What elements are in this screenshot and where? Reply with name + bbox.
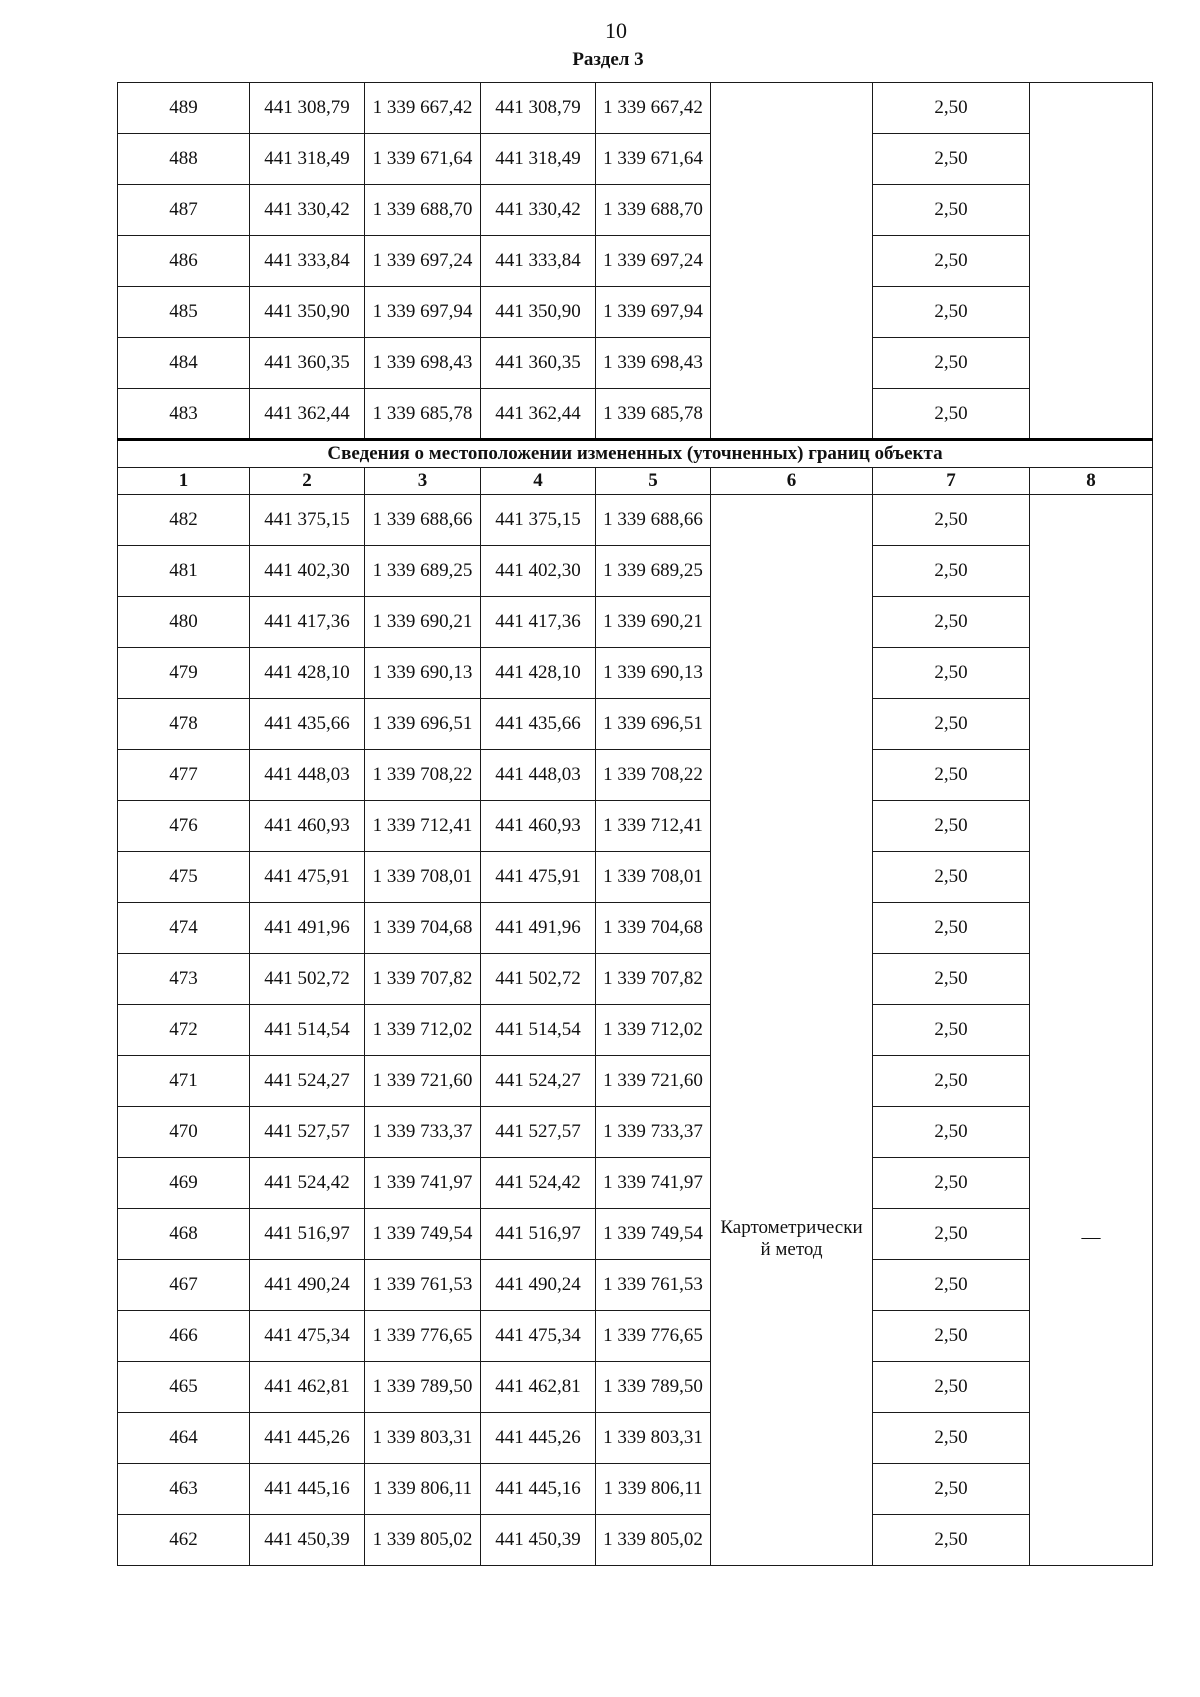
cell-col-4: 441 333,84: [481, 236, 596, 287]
cell-col-4: 441 445,26: [481, 1413, 596, 1464]
cell-col-2: 441 318,49: [250, 134, 365, 185]
cell-col-2: 441 490,24: [250, 1260, 365, 1311]
cell-col-5: 1 339 698,43: [596, 338, 711, 389]
cell-col-1: 489: [118, 83, 250, 134]
cell-col-7: 2,50: [873, 1209, 1030, 1260]
table-row: [118, 83, 1153, 134]
cell-col-7: 2,50: [873, 699, 1030, 750]
table-row: [118, 699, 1153, 750]
cell-col-1: 473: [118, 954, 250, 1005]
cell-col-7: 2,50: [873, 1158, 1030, 1209]
table-row: [118, 1107, 1153, 1158]
cell-col-7: 2,50: [873, 954, 1030, 1005]
cell-col-7: 2,50: [873, 495, 1030, 546]
table-row: [118, 1311, 1153, 1362]
column-number-1: 1: [118, 468, 250, 495]
table-row: [118, 236, 1153, 287]
cell-col-4: 441 516,97: [481, 1209, 596, 1260]
cell-col-2: 441 333,84: [250, 236, 365, 287]
cell-col-1: 484: [118, 338, 250, 389]
table-block-1: [118, 83, 1153, 440]
cell-col-1: 486: [118, 236, 250, 287]
cell-col-5: 1 339 708,01: [596, 852, 711, 903]
cell-col-3: 1 339 721,60: [365, 1056, 481, 1107]
cell-col-4: 441 450,39: [481, 1515, 596, 1566]
cell-col-2: 441 445,16: [250, 1464, 365, 1515]
cell-col-4: 441 435,66: [481, 699, 596, 750]
cell-col-5: 1 339 806,11: [596, 1464, 711, 1515]
table-row: [118, 1209, 1153, 1260]
cell-col-2: 441 448,03: [250, 750, 365, 801]
cell-col-1: 482: [118, 495, 250, 546]
cell-col-3: 1 339 708,01: [365, 852, 481, 903]
cell-col-3: 1 339 733,37: [365, 1107, 481, 1158]
cell-col-2: 441 516,97: [250, 1209, 365, 1260]
cell-col-5: 1 339 741,97: [596, 1158, 711, 1209]
cell-col-2: 441 527,57: [250, 1107, 365, 1158]
cell-col-1: 466: [118, 1311, 250, 1362]
cell-col-2: 441 428,10: [250, 648, 365, 699]
table-row: [118, 750, 1153, 801]
cell-col-5: 1 339 789,50: [596, 1362, 711, 1413]
table-row: [118, 852, 1153, 903]
cell-col-7: 2,50: [873, 1260, 1030, 1311]
cell-col-7: 2,50: [873, 1311, 1030, 1362]
cell-col-5: 1 339 749,54: [596, 1209, 711, 1260]
cell-col-2: 441 502,72: [250, 954, 365, 1005]
cell-col-7: 2,50: [873, 1056, 1030, 1107]
cell-col-3: 1 339 688,70: [365, 185, 481, 236]
cell-col-2: 441 514,54: [250, 1005, 365, 1056]
cell-col-5: 1 339 690,21: [596, 597, 711, 648]
cell-col-4: 441 318,49: [481, 134, 596, 185]
cell-col-7: 2,50: [873, 903, 1030, 954]
cell-col-4: 441 475,34: [481, 1311, 596, 1362]
column-number-4: 4: [481, 468, 596, 495]
cell-col-1: 477: [118, 750, 250, 801]
cell-col-4: 441 417,36: [481, 597, 596, 648]
cell-col-4: 441 527,57: [481, 1107, 596, 1158]
cell-col-2: 441 417,36: [250, 597, 365, 648]
column-number-6: 6: [711, 468, 873, 495]
coordinates-table: [117, 82, 1153, 1566]
cell-col-5: 1 339 733,37: [596, 1107, 711, 1158]
cell-col-5: 1 339 707,82: [596, 954, 711, 1005]
section-heading: Сведения о местоположении измененных (уточненных) границ объекта: [118, 440, 1153, 468]
cell-col-4: 441 491,96: [481, 903, 596, 954]
cell-col-3: 1 339 671,64: [365, 134, 481, 185]
cell-col-3: 1 339 697,24: [365, 236, 481, 287]
cell-col-8-merged: [1030, 83, 1153, 440]
table-section-header: [118, 440, 1153, 495]
cell-col-4: 441 360,35: [481, 338, 596, 389]
table-row: [118, 338, 1153, 389]
cell-col-5: 1 339 688,66: [596, 495, 711, 546]
cell-col-7: 2,50: [873, 801, 1030, 852]
table-row: [118, 1056, 1153, 1107]
cell-col-5: 1 339 697,94: [596, 287, 711, 338]
cell-col-4: 441 362,44: [481, 389, 596, 440]
table-row: [118, 954, 1153, 1005]
cell-col-5: 1 339 671,64: [596, 134, 711, 185]
table-row: [118, 801, 1153, 852]
cell-col-7: 2,50: [873, 1005, 1030, 1056]
cell-col-8-merged: [1030, 495, 1153, 1566]
cell-col-4: 441 490,24: [481, 1260, 596, 1311]
cell-col-5: 1 339 697,24: [596, 236, 711, 287]
cell-col-3: 1 339 697,94: [365, 287, 481, 338]
cell-col-2: 441 460,93: [250, 801, 365, 852]
cell-col-1: 465: [118, 1362, 250, 1413]
cell-col-2: 441 475,91: [250, 852, 365, 903]
cell-col-7: 2,50: [873, 83, 1030, 134]
cell-col-2: 441 375,15: [250, 495, 365, 546]
cell-col-4: 441 350,90: [481, 287, 596, 338]
table-row: [118, 1515, 1153, 1566]
table-row: [118, 597, 1153, 648]
cell-col-2: 441 462,81: [250, 1362, 365, 1413]
cell-col-3: 1 339 688,66: [365, 495, 481, 546]
method-text-line: й метод: [760, 1239, 823, 1260]
page-number: 10: [605, 18, 627, 43]
table-row: [118, 1464, 1153, 1515]
method-text-line: Картометрически: [720, 1217, 863, 1238]
cell-col-7: 2,50: [873, 1362, 1030, 1413]
column-number-3: 3: [365, 468, 481, 495]
cell-col-4: 441 330,42: [481, 185, 596, 236]
cell-col-7: 2,50: [873, 236, 1030, 287]
cell-col-5: 1 339 776,65: [596, 1311, 711, 1362]
cell-col-1: 472: [118, 1005, 250, 1056]
cell-col-3: 1 339 776,65: [365, 1311, 481, 1362]
cell-col-4: 441 524,27: [481, 1056, 596, 1107]
cell-col-3: 1 339 803,31: [365, 1413, 481, 1464]
cell-col-5: 1 339 689,25: [596, 546, 711, 597]
cell-col-3: 1 339 690,21: [365, 597, 481, 648]
cell-col-4: 441 460,93: [481, 801, 596, 852]
cell-col-7: 2,50: [873, 1464, 1030, 1515]
cell-col-6-merged: [711, 495, 873, 1566]
cell-col-2: 441 350,90: [250, 287, 365, 338]
cell-col-3: 1 339 667,42: [365, 83, 481, 134]
cell-col-7: 2,50: [873, 546, 1030, 597]
cell-col-1: 469: [118, 1158, 250, 1209]
cell-col-1: 470: [118, 1107, 250, 1158]
cell-col-7: 2,50: [873, 338, 1030, 389]
cell-col-5: 1 339 667,42: [596, 83, 711, 134]
cell-col-1: 467: [118, 1260, 250, 1311]
table-row: [118, 1260, 1153, 1311]
column-number-8: 8: [1030, 468, 1153, 495]
table-row: [118, 648, 1153, 699]
table-row: [118, 1362, 1153, 1413]
cell-col-1: 462: [118, 1515, 250, 1566]
table-block-2: [118, 495, 1153, 1566]
cell-col-1: 488: [118, 134, 250, 185]
cell-col-3: 1 339 789,50: [365, 1362, 481, 1413]
cell-col-2: 441 491,96: [250, 903, 365, 954]
cell-col-7: 2,50: [873, 648, 1030, 699]
cell-col-7: 2,50: [873, 185, 1030, 236]
cell-col-5: 1 339 805,02: [596, 1515, 711, 1566]
cell-col-3: 1 339 806,11: [365, 1464, 481, 1515]
cell-col-2: 441 362,44: [250, 389, 365, 440]
table-row: [118, 389, 1153, 440]
cell-col-1: 487: [118, 185, 250, 236]
table-row: [118, 185, 1153, 236]
cell-col-3: 1 339 690,13: [365, 648, 481, 699]
table-row: [118, 1158, 1153, 1209]
cell-col-4: 441 502,72: [481, 954, 596, 1005]
section-heading-row: [118, 440, 1153, 468]
cell-col-3: 1 339 708,22: [365, 750, 481, 801]
cell-col-1: 464: [118, 1413, 250, 1464]
cell-col-4: 441 308,79: [481, 83, 596, 134]
cell-col-3: 1 339 696,51: [365, 699, 481, 750]
cell-col-5: 1 339 690,13: [596, 648, 711, 699]
cell-col-7: 2,50: [873, 1413, 1030, 1464]
table-row: [118, 287, 1153, 338]
cell-col-5: 1 339 761,53: [596, 1260, 711, 1311]
cell-col-4: 441 462,81: [481, 1362, 596, 1413]
cell-col-7: 2,50: [873, 134, 1030, 185]
cell-col-1: 463: [118, 1464, 250, 1515]
cell-col-1: 474: [118, 903, 250, 954]
table-row: [118, 546, 1153, 597]
cell-col-5: 1 339 712,41: [596, 801, 711, 852]
cell-col-3: 1 339 749,54: [365, 1209, 481, 1260]
cell-col-3: 1 339 698,43: [365, 338, 481, 389]
table-row: [118, 495, 1153, 546]
cell-col-2: 441 308,79: [250, 83, 365, 134]
cell-col-7: 2,50: [873, 750, 1030, 801]
cell-col-1: 481: [118, 546, 250, 597]
cell-col-1: 475: [118, 852, 250, 903]
section-title: Раздел 3: [572, 49, 644, 70]
cell-col-1: 478: [118, 699, 250, 750]
cell-col-5: 1 339 708,22: [596, 750, 711, 801]
cell-col-3: 1 339 761,53: [365, 1260, 481, 1311]
cell-col-7: 2,50: [873, 1515, 1030, 1566]
cell-col-3: 1 339 741,97: [365, 1158, 481, 1209]
cell-col-2: 441 435,66: [250, 699, 365, 750]
cell-col-5: 1 339 688,70: [596, 185, 711, 236]
dash-mark: —: [1081, 1227, 1101, 1248]
cell-col-7: 2,50: [873, 852, 1030, 903]
cell-col-5: 1 339 712,02: [596, 1005, 711, 1056]
column-number-5: 5: [596, 468, 711, 495]
cell-col-6-merged: [711, 83, 873, 440]
cell-col-3: 1 339 704,68: [365, 903, 481, 954]
cell-col-4: 441 475,91: [481, 852, 596, 903]
cell-col-1: 480: [118, 597, 250, 648]
cell-col-3: 1 339 805,02: [365, 1515, 481, 1566]
cell-col-2: 441 402,30: [250, 546, 365, 597]
table-row: [118, 903, 1153, 954]
cell-col-2: 441 524,42: [250, 1158, 365, 1209]
cell-col-3: 1 339 689,25: [365, 546, 481, 597]
column-number-7: 7: [873, 468, 1030, 495]
cell-col-1: 479: [118, 648, 250, 699]
cell-col-1: 483: [118, 389, 250, 440]
cell-col-3: 1 339 712,02: [365, 1005, 481, 1056]
cell-col-2: 441 445,26: [250, 1413, 365, 1464]
cell-col-5: 1 339 685,78: [596, 389, 711, 440]
cell-col-1: 476: [118, 801, 250, 852]
cell-col-4: 441 428,10: [481, 648, 596, 699]
cell-col-2: 441 360,35: [250, 338, 365, 389]
cell-col-4: 441 524,42: [481, 1158, 596, 1209]
table-row: [118, 1413, 1153, 1464]
cell-col-2: 441 475,34: [250, 1311, 365, 1362]
cell-col-2: 441 524,27: [250, 1056, 365, 1107]
cell-col-5: 1 339 696,51: [596, 699, 711, 750]
column-number-2: 2: [250, 468, 365, 495]
cell-col-4: 441 514,54: [481, 1005, 596, 1056]
column-numbers-row: [118, 468, 1153, 495]
cell-col-3: 1 339 707,82: [365, 954, 481, 1005]
cell-col-5: 1 339 704,68: [596, 903, 711, 954]
cell-col-3: 1 339 712,41: [365, 801, 481, 852]
cell-col-2: 441 330,42: [250, 185, 365, 236]
cell-col-1: 468: [118, 1209, 250, 1260]
cell-col-1: 471: [118, 1056, 250, 1107]
cell-col-4: 441 445,16: [481, 1464, 596, 1515]
cell-col-3: 1 339 685,78: [365, 389, 481, 440]
cell-col-5: 1 339 803,31: [596, 1413, 711, 1464]
cell-col-4: 441 448,03: [481, 750, 596, 801]
cell-col-2: 441 450,39: [250, 1515, 365, 1566]
cell-col-7: 2,50: [873, 1107, 1030, 1158]
cell-col-7: 2,50: [873, 597, 1030, 648]
cell-col-7: 2,50: [873, 389, 1030, 440]
cell-col-5: 1 339 721,60: [596, 1056, 711, 1107]
cell-col-7: 2,50: [873, 287, 1030, 338]
cell-col-1: 485: [118, 287, 250, 338]
table-row: [118, 134, 1153, 185]
table-row: [118, 1005, 1153, 1056]
cell-col-4: 441 375,15: [481, 495, 596, 546]
cell-col-4: 441 402,30: [481, 546, 596, 597]
